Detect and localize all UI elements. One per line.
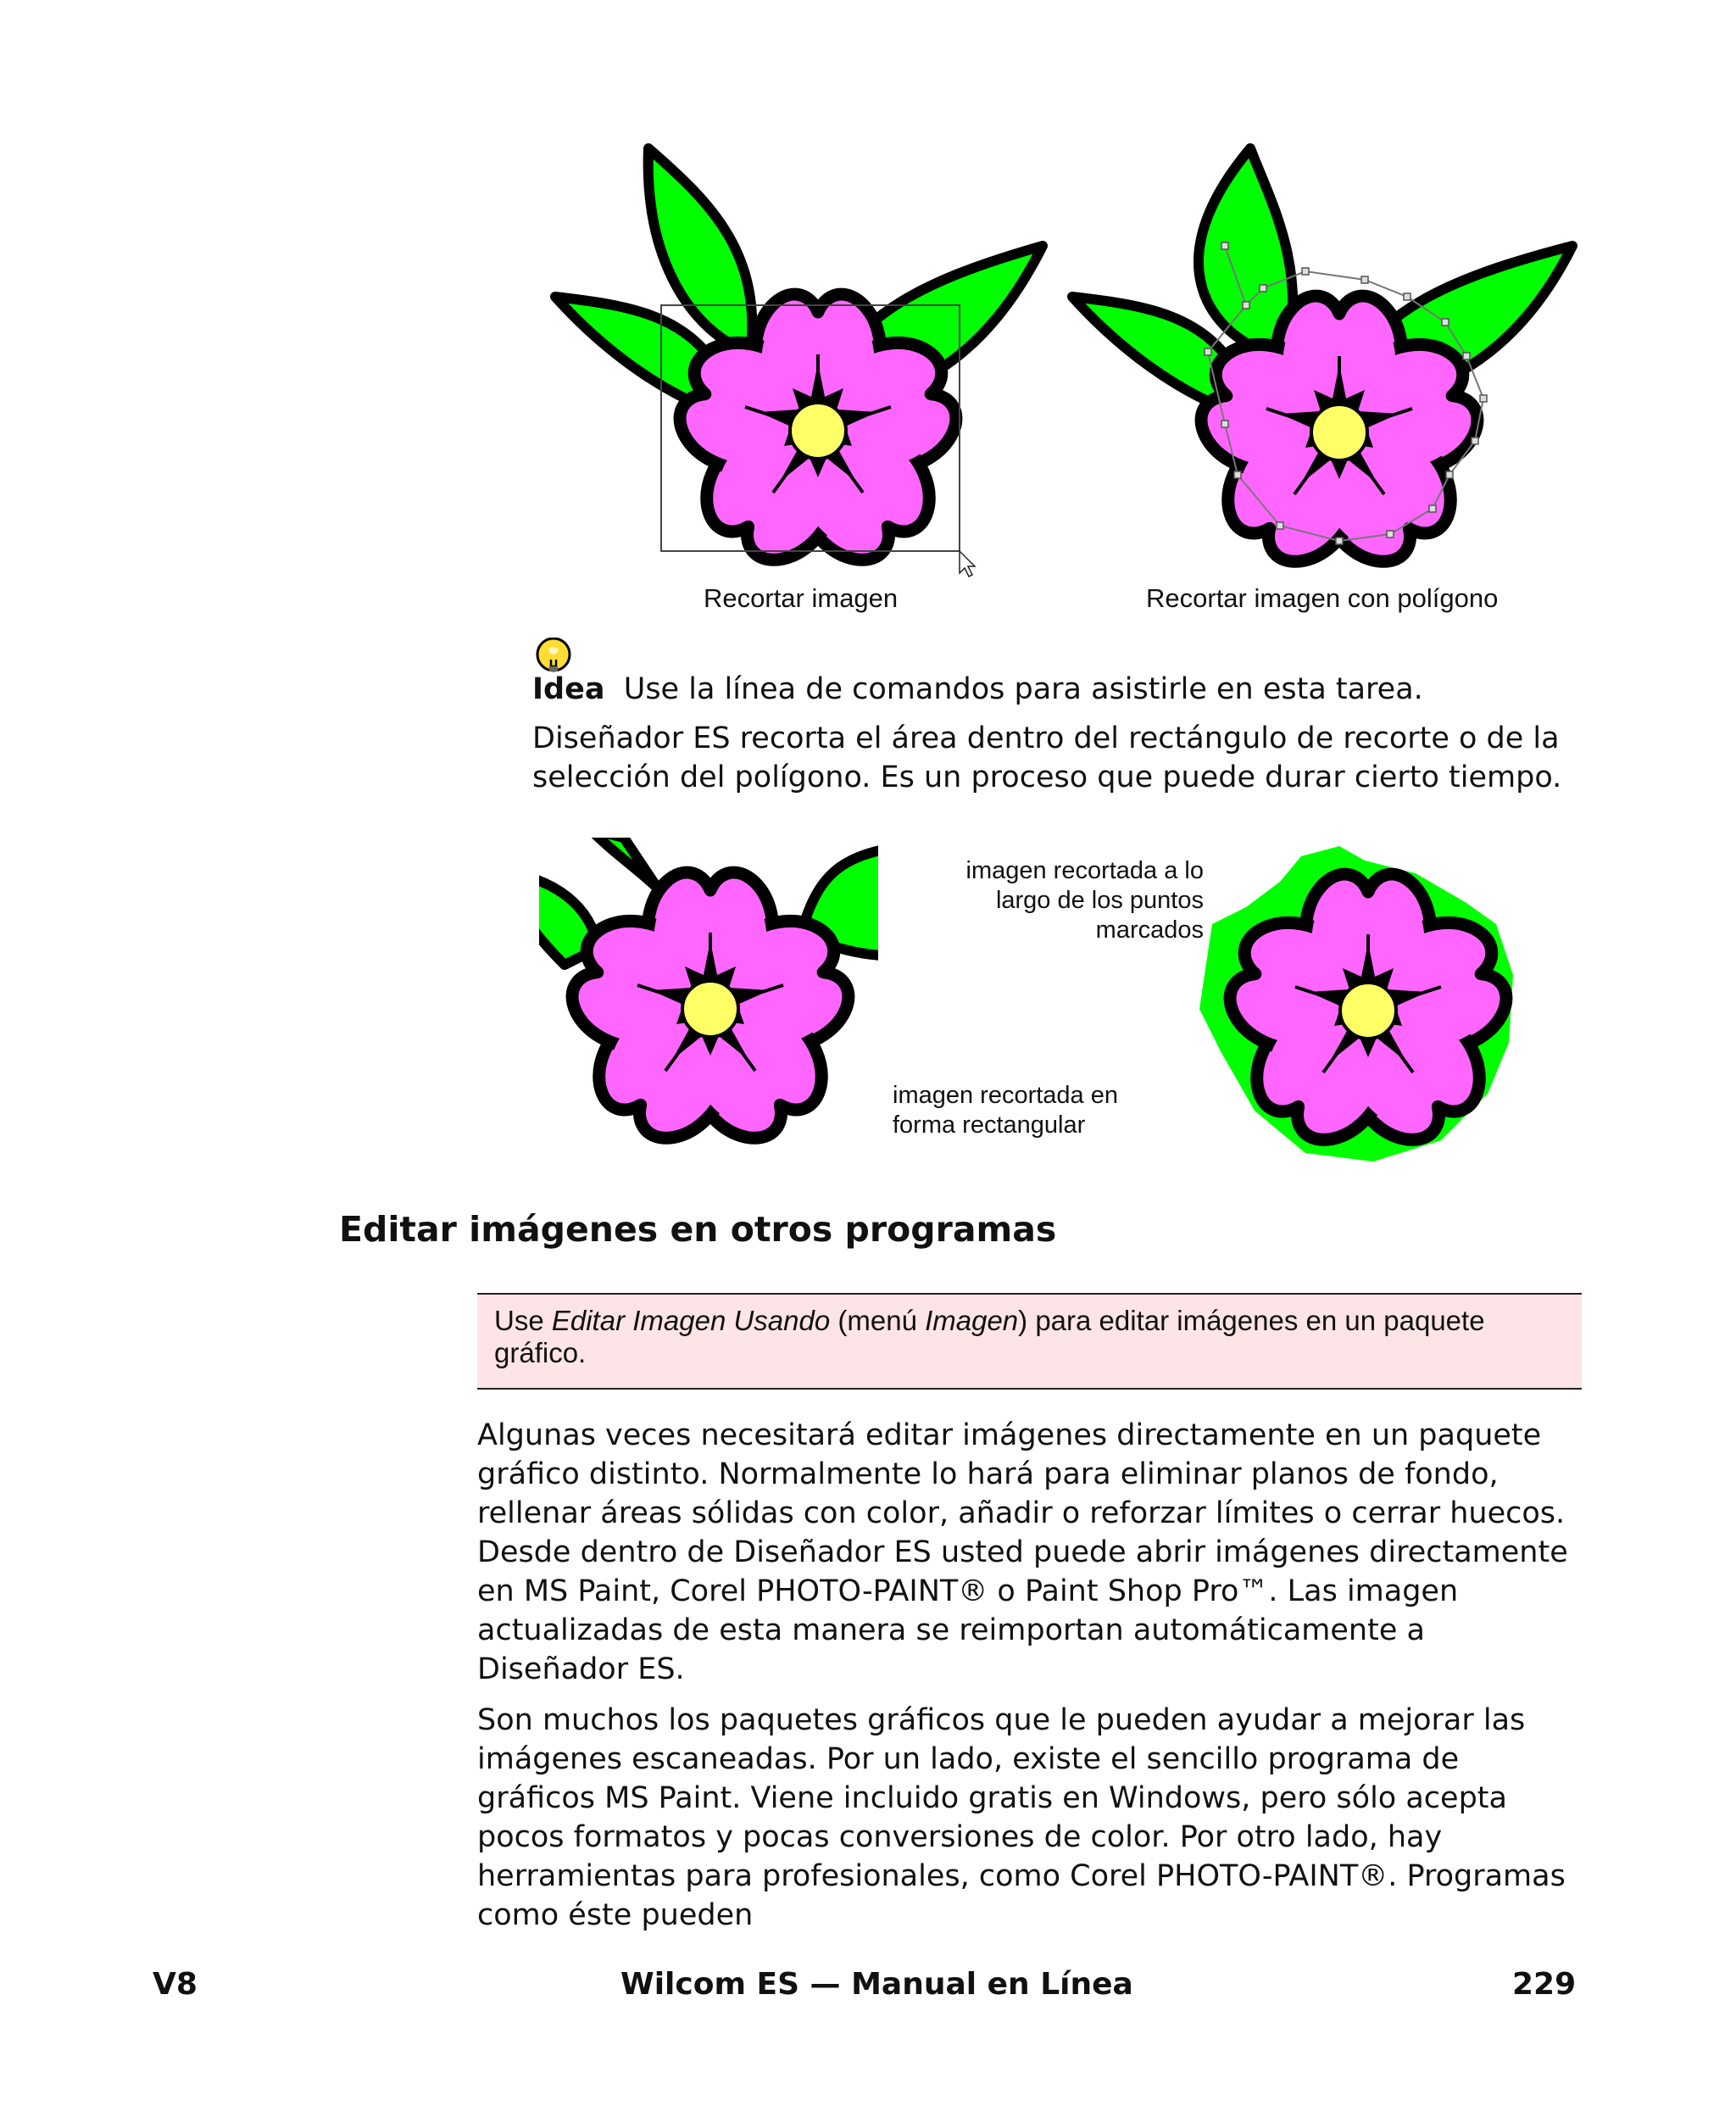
figure-caption-left: Recortar imagen xyxy=(704,583,899,613)
figure-result-rectangle xyxy=(539,838,878,1168)
tip-text: Use la línea de comandos para asistirle en esta tarea. xyxy=(623,672,1423,706)
callout-suffix: ) para editar imágenes en un paquete gráfico. xyxy=(494,1305,1485,1368)
body-paragraphs xyxy=(477,1416,1583,1947)
tip-line xyxy=(532,670,1423,709)
paragraph-2: Son muchos los paquetes gráficos que le pueden ayudar a mejorar las imágenes escaneadas. Por un lado, existe el sencillo programa de gráficos MS Paint. Viene incluido gratis en Windows, pero sólo acepta pocos formatos y pocas conversiones de color. Por otro lado, hay herramientas para profesionales, como Corel PHOTO-PAINT®. Programas como éste pueden xyxy=(477,1703,1566,1932)
callout-command: Editar Imagen Usando xyxy=(551,1305,831,1336)
paragraph-1: Algunas veces necesitará editar imágenes directamente en un paquete gráfico distinto. Normalmente lo hará para eliminar planos de fondo, rellenar áreas sólidas con color, añadir o reforzar límites o cerrar huecos. Desde dentro de Diseñador ES usted puede abrir imágenes directamente en MS Paint, Corel PHOTO-PAINT® o Paint Shop Pro™. Las imagen actualizadas de esta manera se reimportan automáticamente a Diseñador ES. xyxy=(477,1418,1568,1686)
section-heading: Editar imágenes en otros programas xyxy=(339,1209,1057,1250)
callout-box xyxy=(477,1293,1582,1390)
callout-prefix: Use xyxy=(494,1305,552,1336)
label-rectangle-crop: imagen recortada en forma rectangular xyxy=(893,1082,1118,1139)
callout-middle: (menú xyxy=(830,1305,926,1336)
figure-result-polygon xyxy=(1187,839,1534,1170)
figure-crop-polygon xyxy=(1060,136,1585,585)
intro-paragraph: Diseñador ES recorta el área dentro del rectángulo de recorte o de la selección del polígono. Es un proceso que puede durar cierto tiempo. xyxy=(532,721,1562,794)
tip-label: Idea xyxy=(532,672,605,706)
figure-caption-right: Recortar imagen con polígono xyxy=(1146,583,1499,613)
label-polygon-crop: imagen recortada a lo largo de los puntos marcados xyxy=(965,857,1204,944)
callout-menu: Imagen xyxy=(925,1305,1019,1336)
footer-left: V8 xyxy=(153,1967,198,2002)
figure-crop-rectangle xyxy=(542,136,1051,585)
footer-title: Wilcom ES — Manual en Línea xyxy=(620,1967,1133,2002)
footer-page-number: 229 xyxy=(1512,1967,1577,2002)
